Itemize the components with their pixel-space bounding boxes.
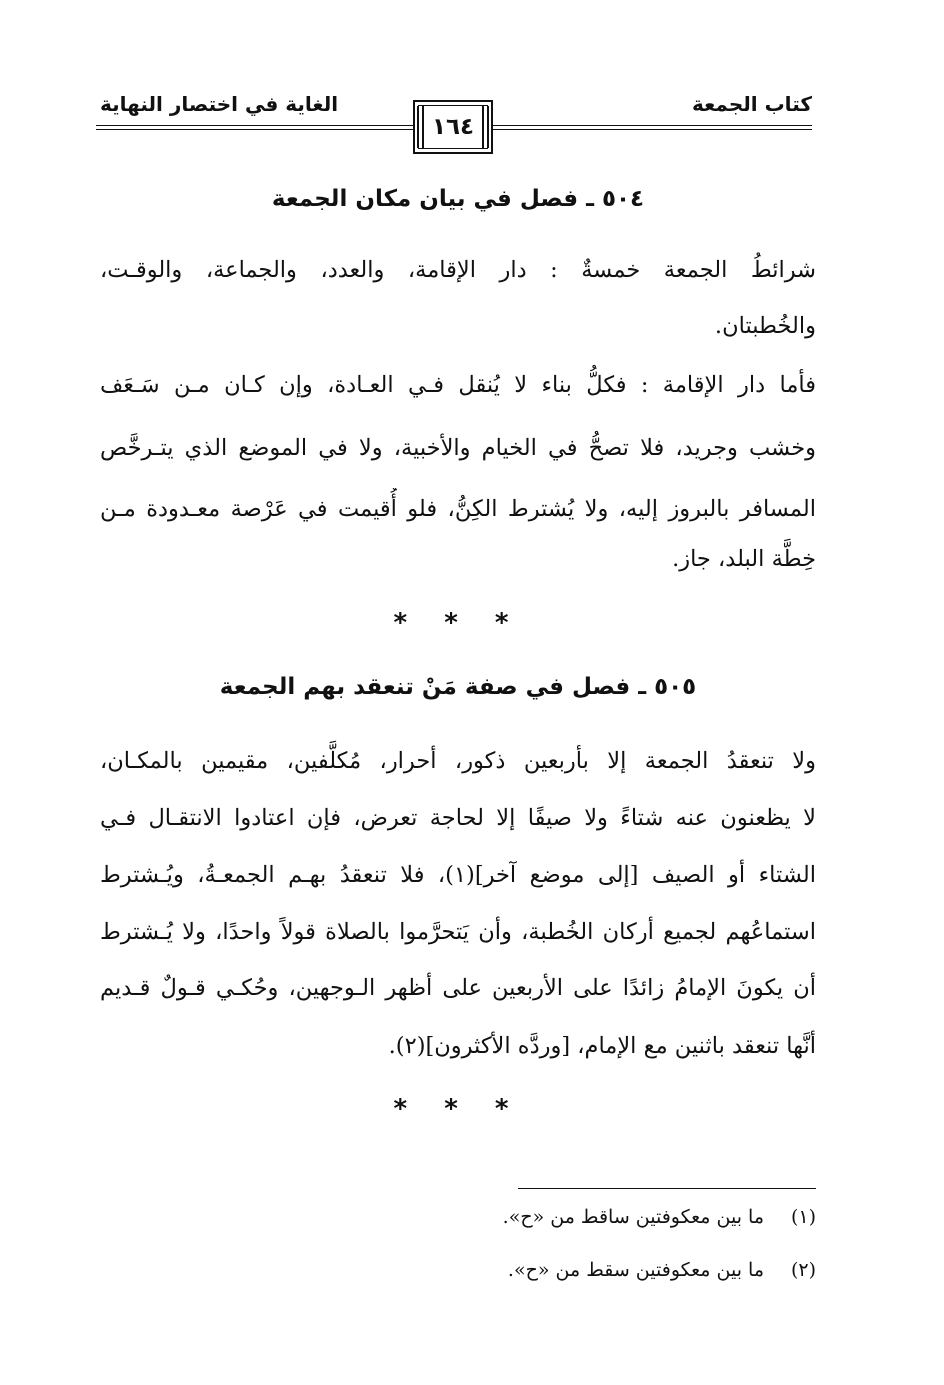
footnote-number: (١) — [790, 1206, 816, 1228]
text-line: أن يكونَ الإمامُ زائدًا على الأربعين على أظهر الـوجهين، وحُكـي قـولٌ قـديم — [100, 975, 816, 1001]
footnote-text: ما بين معكوفتين ساقط من «ح». — [502, 1206, 764, 1228]
text-line: والخُطبتان. — [714, 313, 816, 339]
running-header-book-title: الغاية في اختصار النهاية — [100, 92, 339, 116]
section-heading: ٥٠٤ ـ فصل في بيان مكان الجمعة — [271, 186, 645, 212]
text-line: فأما دار الإقامة : فكلُّ بناء لا يُنقل فـي العـادة، وإن كـان مـن سَـعَف — [100, 372, 816, 398]
text-line: شرائطُ الجمعة خمسةٌ : دار الإقامة، والعدد، والجماعة، والوقـت، — [100, 257, 816, 283]
page-number-frame — [413, 100, 493, 154]
section-separator: * * * — [393, 608, 523, 638]
text-line: ولا تنعقدُ الجمعة إلا بأربعين ذكور، أحرار، مُكلَّفين، مقيمين بالمكـان، — [100, 748, 816, 774]
text-line: المسافر بالبروز إليه، ولا يُشترط الكِنُّ، فلو أُقيمت في عَرْصة معـدودة مـن — [100, 496, 816, 522]
text-line: وخشب وجريد، فلا تصحُّ في الخيام والأخبية، ولا في الموضع الذي يتـرخَّص — [100, 435, 816, 461]
footnote-rule — [518, 1188, 816, 1189]
text-line: لا يظعنون عنه شتاءً ولا صيفًا إلا لحاجة تعرض، فإن اعتادوا الانتقـال فـي — [100, 805, 816, 831]
text-line: الشتاء أو الصيف [إلى موضع آخر](١)، فلا تنعقدُ بهـم الجمعـةُ، ويُـشترط — [100, 862, 816, 888]
footnote — [503, 1206, 816, 1228]
text-line: استماعُهم لجميع أركان الخُطبة، وأن يَتحرَّموا بالصلاة قولاً واحدًا، ولا يُـشترط — [100, 919, 816, 945]
text-line: خِطَّة البلد، جاز. — [672, 546, 816, 572]
running-header-chapter: كتاب الجمعة — [692, 92, 812, 116]
footnote-text: ما بين معكوفتين سقط من «ح». — [507, 1259, 764, 1281]
section-separator: * * * — [393, 1094, 523, 1124]
footnote — [508, 1259, 816, 1281]
section-heading: ٥٠٥ ـ فصل في صفة مَنْ تنعقد بهم الجمعة — [219, 674, 697, 700]
footnote-number: (٢) — [790, 1259, 816, 1281]
text-line: أنَّها تنعقد باثنين مع الإمام، [وردَّه الأكثرون](٢). — [388, 1033, 816, 1059]
page-number: ١٦٤ — [431, 114, 475, 140]
